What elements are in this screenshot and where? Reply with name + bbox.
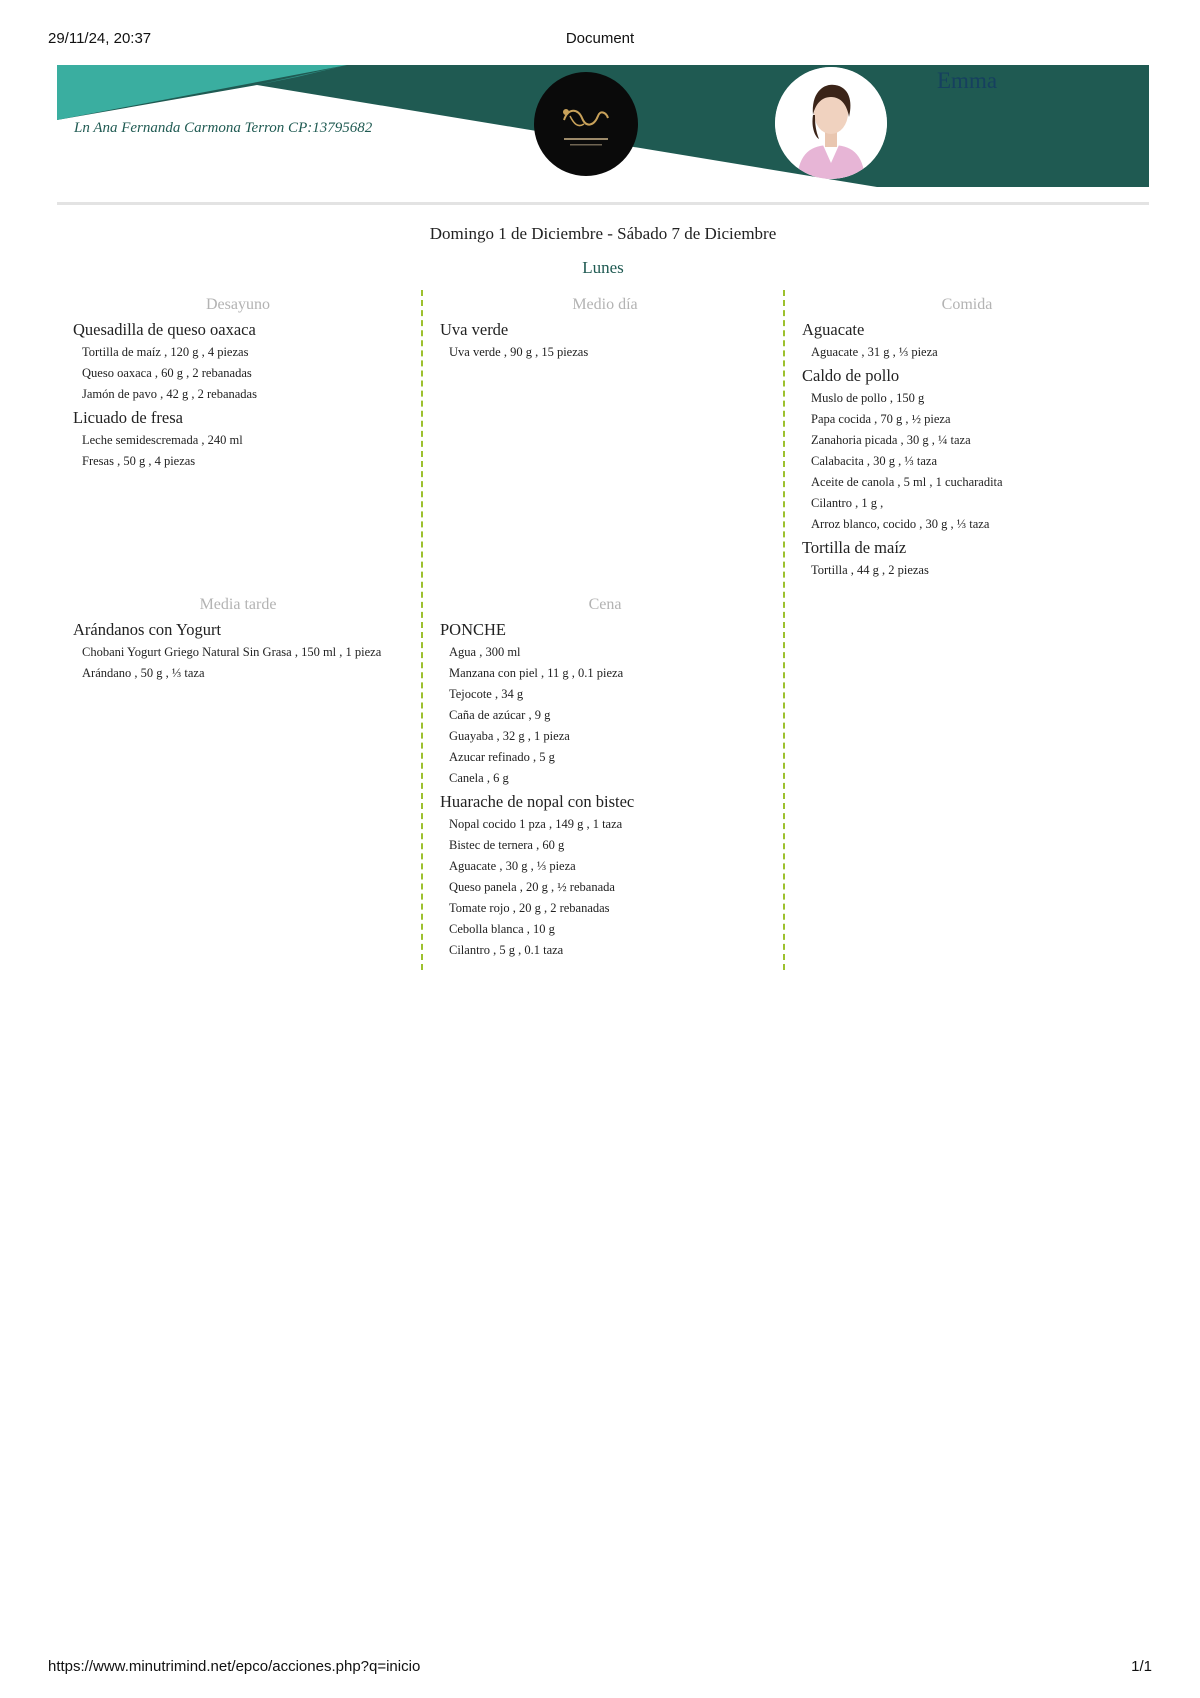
week-range: Domingo 1 de Diciembre - Sábado 7 de Diciembre bbox=[429, 224, 777, 243]
ingredient-item: Zanahoria picada , 30 g , ¼ taza bbox=[811, 433, 971, 447]
dish bbox=[73, 408, 403, 472]
dish bbox=[73, 620, 403, 684]
ingredient-item: Uva verde , 90 g , 15 piezas bbox=[449, 345, 589, 359]
dish-name: Huarache de nopal con bistec bbox=[440, 792, 635, 811]
dish-name: Licuado de fresa bbox=[73, 408, 183, 427]
dish bbox=[440, 620, 770, 789]
column-divider bbox=[421, 290, 423, 970]
ingredient-item: Azucar refinado , 5 g bbox=[449, 750, 555, 764]
dish-name: Quesadilla de queso oaxaca bbox=[73, 320, 256, 339]
ingredient-item: Tomate rojo , 20 g , 2 rebanadas bbox=[449, 901, 610, 915]
dish bbox=[802, 366, 1132, 535]
print-footer bbox=[48, 1658, 1152, 1678]
meal-medio-dia bbox=[440, 296, 770, 366]
meal-title: Cena bbox=[588, 596, 622, 613]
ingredient-item: Chobani Yogurt Griego Natural Sin Grasa , 150 ml , 1 pieza bbox=[82, 645, 382, 659]
ingredient-item: Arroz blanco, cocido , 30 g , ⅓ taza bbox=[811, 517, 990, 531]
print-url: https://www.minutrimind.net/epco/acciones.php?q=inicio bbox=[48, 1658, 421, 1675]
ingredient-item: Leche semidescremada , 240 ml bbox=[82, 433, 243, 447]
ingredient-item: Jamón de pavo , 42 g , 2 rebanadas bbox=[82, 387, 257, 401]
meal-title: Desayuno bbox=[206, 296, 270, 313]
ingredient-item: Aguacate , 31 g , ⅓ pieza bbox=[811, 345, 938, 359]
dish bbox=[802, 320, 1132, 363]
column-divider bbox=[783, 290, 785, 970]
ingredient-item: Papa cocida , 70 g , ½ pieza bbox=[811, 412, 951, 426]
dish-name: Caldo de pollo bbox=[802, 366, 900, 385]
clinic-logo bbox=[534, 72, 638, 176]
ingredient-item: Fresas , 50 g , 4 piezas bbox=[82, 454, 196, 468]
patient-avatar bbox=[775, 67, 887, 179]
header-divider bbox=[57, 202, 1149, 205]
meal-cena bbox=[440, 596, 770, 964]
ingredient-item: Tejocote , 34 g bbox=[449, 687, 524, 701]
ingredient-item: Agua , 300 ml bbox=[449, 645, 521, 659]
print-doc-title: Document bbox=[565, 30, 635, 47]
dish-name: PONCHE bbox=[440, 620, 507, 639]
ingredient-item: Arándano , 50 g , ⅓ taza bbox=[82, 666, 205, 680]
ingredient-item: Caña de azúcar , 9 g bbox=[449, 708, 551, 722]
print-datetime: 29/11/24, 20:37 bbox=[48, 30, 152, 47]
ingredient-item: Aguacate , 30 g , ⅓ pieza bbox=[449, 859, 576, 873]
dish-name: Aguacate bbox=[802, 320, 865, 339]
ingredient-item: Tortilla , 44 g , 2 piezas bbox=[811, 563, 929, 577]
header-banner bbox=[57, 65, 1149, 187]
ingredient-item: Bistec de ternera , 60 g bbox=[449, 838, 565, 852]
ingredient-item: Queso oaxaca , 60 g , 2 rebanadas bbox=[82, 366, 252, 380]
print-page-number: 1/1 bbox=[1131, 1658, 1152, 1675]
dish bbox=[440, 320, 770, 363]
print-header bbox=[48, 30, 1152, 50]
patient-name: Emma bbox=[937, 68, 998, 93]
nutritionist-name: Ln Ana Fernanda Carmona Terron CP:13795682 bbox=[74, 120, 373, 136]
ingredient-item: Cilantro , 5 g , 0.1 taza bbox=[449, 943, 564, 957]
meal-title: Media tarde bbox=[199, 596, 277, 613]
meal-desayuno bbox=[73, 296, 403, 475]
ingredient-item: Queso panela , 20 g , ½ rebanada bbox=[449, 880, 615, 894]
ingredient-item: Nopal cocido 1 pza , 149 g , 1 taza bbox=[449, 817, 623, 831]
ingredient-item: Cebolla blanca , 10 g bbox=[449, 922, 555, 936]
day-title: Lunes bbox=[582, 258, 624, 277]
ingredient-item: Canela , 6 g bbox=[449, 771, 509, 785]
ingredient-item: Tortilla de maíz , 120 g , 4 piezas bbox=[82, 345, 249, 359]
meal-comida bbox=[802, 296, 1132, 584]
ingredient-item: Cilantro , 1 g , bbox=[811, 496, 884, 510]
ingredient-item: Guayaba , 32 g , 1 pieza bbox=[449, 729, 570, 743]
meal-title: Medio día bbox=[572, 296, 638, 313]
ingredient-item: Calabacita , 30 g , ⅓ taza bbox=[811, 454, 937, 468]
ingredient-item: Muslo de pollo , 150 g bbox=[811, 391, 925, 405]
dish bbox=[73, 320, 403, 405]
dish-name: Tortilla de maíz bbox=[802, 538, 907, 557]
dish bbox=[802, 538, 1132, 581]
meal-title: Comida bbox=[941, 296, 993, 313]
ingredient-item: Aceite de canola , 5 ml , 1 cucharadita bbox=[811, 475, 1003, 489]
dish-name: Uva verde bbox=[440, 320, 509, 339]
dish bbox=[440, 792, 770, 961]
ingredient-item: Manzana con piel , 11 g , 0.1 pieza bbox=[449, 666, 624, 680]
dish-name: Arándanos con Yogurt bbox=[73, 620, 222, 639]
meal-media-tarde bbox=[73, 596, 403, 687]
